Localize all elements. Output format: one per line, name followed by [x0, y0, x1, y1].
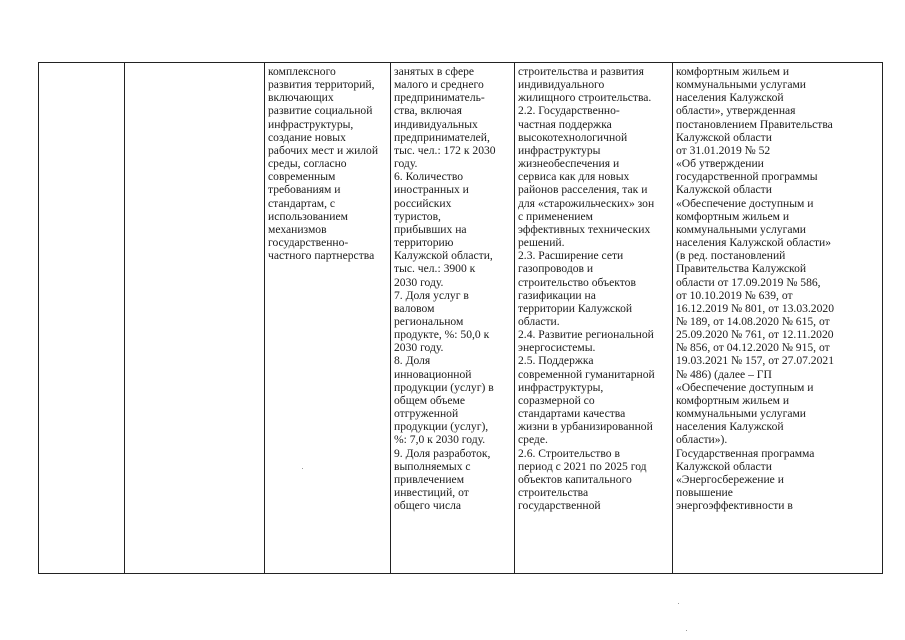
scan-speck [678, 603, 679, 604]
table-cell-col5: строительства и развития индивидуального жилищного строительства. 2.2. Государственно- частная поддержка высокотехнологичной инфраструктуры жизнеобеспечения и сервиса как для новых районов расселения, так и для «старожильческих» зон с применением эффективных технических решений. 2.3. Расширение сети газопроводов и строительство объектов газификации на территории Калужской области. 2.4. Развитие региональной энергосистемы. 2.5. Поддержка современной гуманитарной инфраструктуры, соразмерной со стандартами качества жизни в урбанизированной среде. 2.6. Строительство в период с 2021 по 2025 год объектов капитального строительства государственной [515, 63, 673, 574]
table-row [39, 63, 883, 574]
table-cell-col4: занятых в сфере малого и среднего предприниматель- ства, включая индивидуальных предпринимателей, тыс. чел.: 172 к 2030 году. 6. Количество иностранных и российских туристов, прибывших на территорию Калужской области, тыс. чел.: 3900 к 2030 году. 7. Доля услуг в валовом региональном продукте, %: 50,0 к 2030 году. 8. Доля инновационной продукции (услуг) в общем объеме отгруженной продукции (услуг), %: 7,0 к 2030 году. 9. Доля разработок, выполняемых с привлечением инвестиций, от общего числа [391, 63, 515, 574]
scan-speck [302, 468, 303, 469]
table-cell-col3: комплексного развития территорий, включающих развитие социальной инфраструктуры, создание новых рабочих мест и жилой среды, согласно современным требованиям и стандартам, с использованием механизмов государственно- частного партнерства [265, 63, 391, 574]
document-table [38, 62, 883, 574]
table-cell-col2 [125, 63, 265, 574]
table-cell-col6: комфортным жильем и коммунальными услугами населения Калужской области», утвержденная постановлением Правительства Калужской области от 31.01.2019 № 52 «Об утверждении государственной программы Калужской области «Обеспечение доступным и комфортным жильем и коммунальными услугами населения Калужской области» (в ред. постановлений Правительства Калужской области от 17.09.2019 № 586, от 10.10.2019 № 639, от 16.12.2019 № 801, от 13.03.2020 № 189, от 14.08.2020 № 615, от 25.09.2020 № 761, от 12.11.2020 № 856, от 04.12.2020 № 915, от 19.03.2021 № 157, от 27.07.2021 № 486) (далее – ГП «Обеспечение доступным и комфортным жильем и коммунальными услугами населения Калужской области»). Государственная программа Калужской области «Энергосбережение и повышение энергоэффективности в [673, 63, 883, 574]
scan-speck [686, 630, 687, 631]
table-cell-col1 [39, 63, 125, 574]
